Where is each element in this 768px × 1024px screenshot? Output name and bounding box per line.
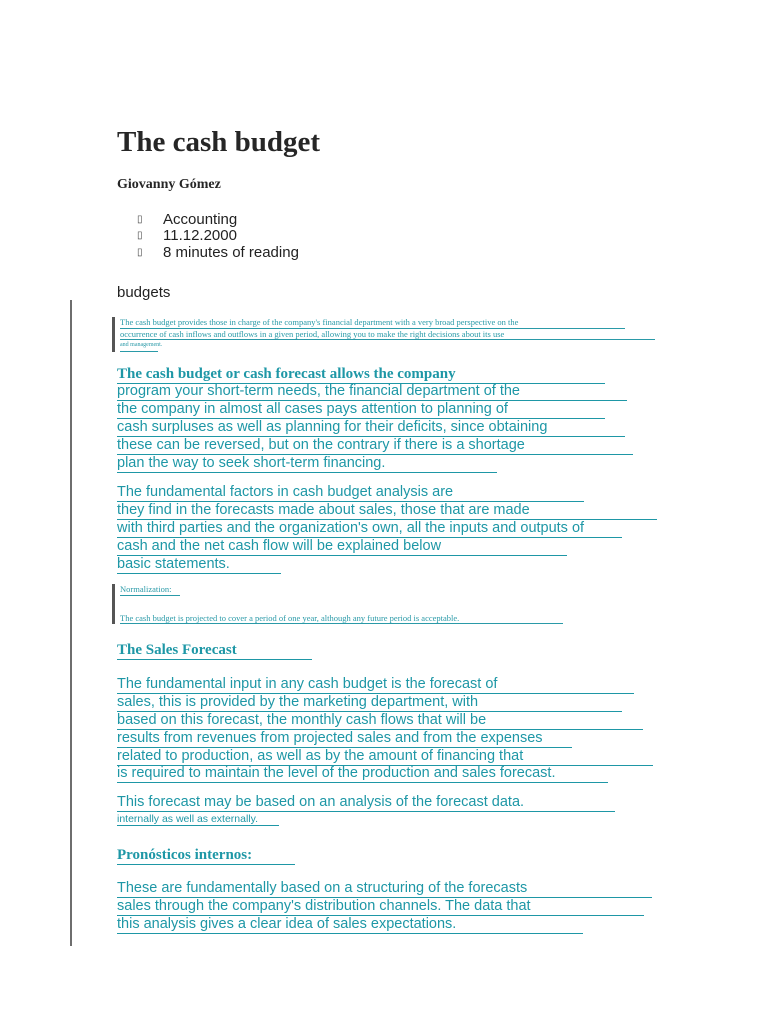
paragraph-2 [117, 485, 657, 574]
section-heading[interactable]: The cash budget or cash forecast allows the company [117, 366, 605, 384]
normalization-blockquote [112, 584, 565, 624]
article-tag[interactable]: budgets [117, 284, 171, 301]
text-line[interactable]: is required to maintain the level of the production and sales forecast. [117, 766, 608, 783]
text-line[interactable]: These are fundamentally based on a structuring of the forecasts [117, 881, 652, 898]
meta-date [137, 228, 299, 245]
quote-label[interactable]: Normalization: [120, 584, 180, 596]
meta-category-label: Accounting [163, 210, 238, 228]
text-line[interactable]: they find in the forecasts made about sales, those that are made [117, 503, 657, 520]
text-line[interactable]: The fundamental factors in cash budget analysis are [117, 485, 584, 502]
internal-forecasts-paragraph [117, 881, 652, 935]
text-line[interactable]: internally as well as externally. [117, 813, 279, 826]
meta-category [137, 211, 299, 228]
text-line[interactable]: sales through the company's distribution channels. The data that [117, 899, 644, 916]
text-line[interactable]: with third parties and the organization's own, all the inputs and outputs of [117, 521, 622, 538]
text-line[interactable]: related to production, as well as by the amount of financing that [117, 749, 653, 766]
text-line[interactable]: this analysis gives a clear idea of sales expectations. [117, 917, 583, 934]
text-line[interactable]: based on this forecast, the monthly cash flows that will be [117, 713, 643, 730]
meta-date-label: 11.12.2000 [163, 227, 237, 245]
quote-line[interactable]: The cash budget provides those in charge of the company's financial department with a very broad perspective on the [120, 317, 625, 329]
text-line[interactable]: basic statements. [117, 557, 281, 574]
text-line[interactable]: cash surpluses as well as planning for their deficits, since obtaining [117, 420, 625, 437]
sales-forecast-heading[interactable]: The Sales Forecast [117, 642, 312, 660]
quote-line[interactable]: The cash budget is projected to cover a period of one year, although any future period is acceptable. [120, 613, 563, 625]
text-line[interactable]: sales, this is provided by the marketing department, with [117, 695, 622, 712]
text-line[interactable]: plan the way to seek short-term financing. [117, 456, 497, 473]
text-line[interactable]: results from revenues from projected sales and from the expenses [117, 731, 572, 748]
sales-forecast-note [117, 795, 615, 827]
page-title: The cash budget [117, 126, 321, 158]
meta-reading-time-label: 8 minutes of reading [163, 243, 299, 261]
intro-blockquote [112, 317, 655, 352]
text-line[interactable]: these can be reversed, but on the contrary if there is a shortage [117, 438, 633, 455]
article-meta [137, 211, 299, 261]
text-line[interactable]: The fundamental input in any cash budget is the forecast of [117, 677, 634, 694]
text-line[interactable]: cash and the net cash flow will be explained below [117, 539, 567, 556]
text-line[interactable]: the company in almost all cases pays attention to planning of [117, 402, 605, 419]
text-line[interactable]: This forecast may be based on an analysis of the forecast data. [117, 795, 615, 812]
paragraph-1 [117, 384, 633, 473]
missing-glyph-icon: ▯ [137, 246, 143, 258]
missing-glyph-icon: ▯ [137, 230, 143, 242]
meta-reading-time [137, 244, 299, 261]
sales-forecast-paragraph [117, 677, 653, 784]
quote-spacer [120, 596, 565, 613]
page-margin-rule [70, 300, 72, 946]
missing-glyph-icon: ▯ [137, 213, 143, 225]
author-name: Giovanny Gómez [117, 177, 221, 192]
text-line[interactable]: program your short-term needs, the financial department of the [117, 384, 627, 401]
internal-forecasts-heading[interactable]: Pronósticos internos: [117, 847, 295, 865]
quote-line[interactable]: and management. [120, 340, 158, 352]
quote-line[interactable]: occurrence of cash inflows and outflows in a given period, allowing you to make the right decisions about its use [120, 329, 655, 341]
